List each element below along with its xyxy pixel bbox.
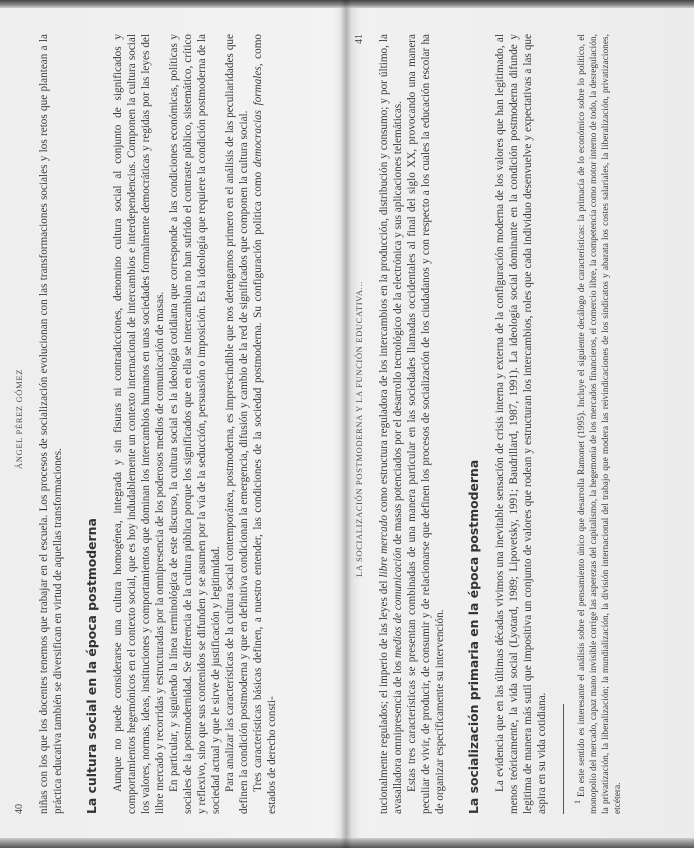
right-running-head: LA SOCIALIZACIÓN POSTMODERNA Y LA FUNCIÓN EDUCATIVA... bbox=[354, 281, 364, 577]
right-cont-italic-1: libre mercado bbox=[378, 515, 390, 578]
right-page bbox=[352, 34, 682, 814]
right-cont-italic-2: medios de comunicación bbox=[392, 547, 404, 659]
footnote-divider bbox=[563, 704, 564, 814]
left-paragraph-4-start: Tres características básicas definen, a nuestro entender, las condiciones de la sociedad postmoderna. Su configuración política como bbox=[252, 167, 264, 792]
right-footnote bbox=[572, 34, 624, 814]
right-cont-mid: como estructura reguladora de los intercambios en la producción, distribución y consumo; y por último, la avasalladora omnipresencia de los bbox=[378, 34, 404, 814]
right-cont-end: de masas potenciados por el desarrollo tecnológico de la electrónica y sus aplicaciones telemáticas. bbox=[392, 101, 404, 548]
footnote-mark: 1 bbox=[573, 800, 582, 804]
left-paragraph-2: En particular, y siguiendo la línea terminológica de este discurso, la cultura social es la ideología cotidiana que corresponde a las condiciones económicas, políticas y sociales de la postmodernidad. Se diferencia de la cultura pública porque los significados que en ella se intercambian no han sufrido el contraste público, sistemático, crítico y reflexivo, sino que sus contenidos se difunden y se asumen por la vía de la seducción, persuasión o imposición. Es la ideología que requiere la condición postmoderna de la sociedad actual y que le sirve de justificación y legitimidad. bbox=[168, 34, 222, 814]
left-paragraph-4-end: , como estados de derecho consti- bbox=[252, 34, 278, 814]
left-running-header bbox=[12, 34, 27, 814]
left-section-heading: La cultura social en la época postmoderna bbox=[84, 518, 99, 814]
left-running-head: ÁNGEL PÉREZ GÓMEZ bbox=[14, 368, 24, 470]
footnote-text: En este sentido es interesante el análisis sobre el pensamiento único que desarrolla Ramonet (1995). Incluye el siguiente decálogo de características: la primacía de lo económico sobre lo político, el monopolio del mercado, capaz mano invisible corrige las asperezas del capitalismo, la hegemonía de los mercados financieros, el comercio libre, la competencia como motor interno de todo, la desregulación, la privatización, la liberalización; la mundialización, la división internacional del trabajo que modera las reivindicaciones de los sindicatos y abarata los costes salariales, la liberalización, privatizaciones, etcétera. bbox=[577, 34, 624, 814]
right-continuation-paragraph bbox=[377, 34, 405, 814]
right-cont-start: tucionalmente regulados; el imperio de las leyes del bbox=[378, 577, 390, 814]
left-paragraph-1: Aunque no puede considerarse una cultura homogénea, integrada y sin fisuras ni contradicciones, denomino cultura social al conjunto de significados y comportamientos hegemónicos en el contexto social, que es hoy indudablemente un contexto internacional de intercambios e interdependencias. Componen la cultura social los valores, normas, ideas, instituciones y comportamientos que dominan los intercambios humanos en unas sociedades formalmente democráticas y regidas por las leyes del libre mercado y recorridas y estructuradas por la omnipresencia de los poderosos medios de comunicación de masas. bbox=[112, 34, 166, 814]
left-paragraph-3: Para analizar las características de la cultura social contemporánea, postmoderna, es imprescindible que nos detengamos primero en el análisis de las peculiaridades que definen la condición postmoderna y que en definitiva condicionan la emergencia, difusión y cambio de la red de significados que componen la cultura social. bbox=[224, 34, 250, 814]
right-paragraph-2: La evidencia que en las últimas décadas vivimos una inevitable sensación de crisis interna y externa de la configuración moderna de los valores que han legitimado, al menos teóricamente, la vida social (Lyotard, 1989; Lipovetsky, 1991; Baudrillard, 1987, 1991). La ideología social dominante en la condición postmoderna difunde y legitima de manera más sutil que impositiva un conjunto de valores que rodean y estructuran los intercambios, roles que cada individuo desenvuelve y expectativas a las que aspira en su vida cotidiana. bbox=[494, 34, 548, 814]
right-paragraph-1: Estas tres características se presentan combinadas de una manera particular en las sociedades llamadas occidentales al final del siglo XX, provocando una manera peculiar de vivir, de producir, de consumir y de relacionarse que definen los procesos de socialización de los ciudadanos y con respecto a los cuales la educación escolar ha de organizar específicamente su intervención. bbox=[406, 34, 446, 814]
left-page-number: 40 bbox=[14, 804, 25, 814]
right-section-heading: La socialización primaria en la época postmoderna bbox=[466, 459, 481, 814]
left-page bbox=[12, 34, 342, 814]
left-intro-paragraph: niñas con los que los docentes tenemos que trabajar en el escuela. Los procesos de socialización evolucionan con las transformaciones sociales y los retos que plantean a la práctica educativa también se diversifican en virtud de aquellas transformaciones. bbox=[38, 34, 64, 814]
right-page-number: 41 bbox=[354, 34, 365, 44]
right-running-header bbox=[352, 34, 367, 814]
left-paragraph-4 bbox=[251, 34, 279, 814]
left-paragraph-4-italic: democracias formales bbox=[252, 66, 264, 168]
